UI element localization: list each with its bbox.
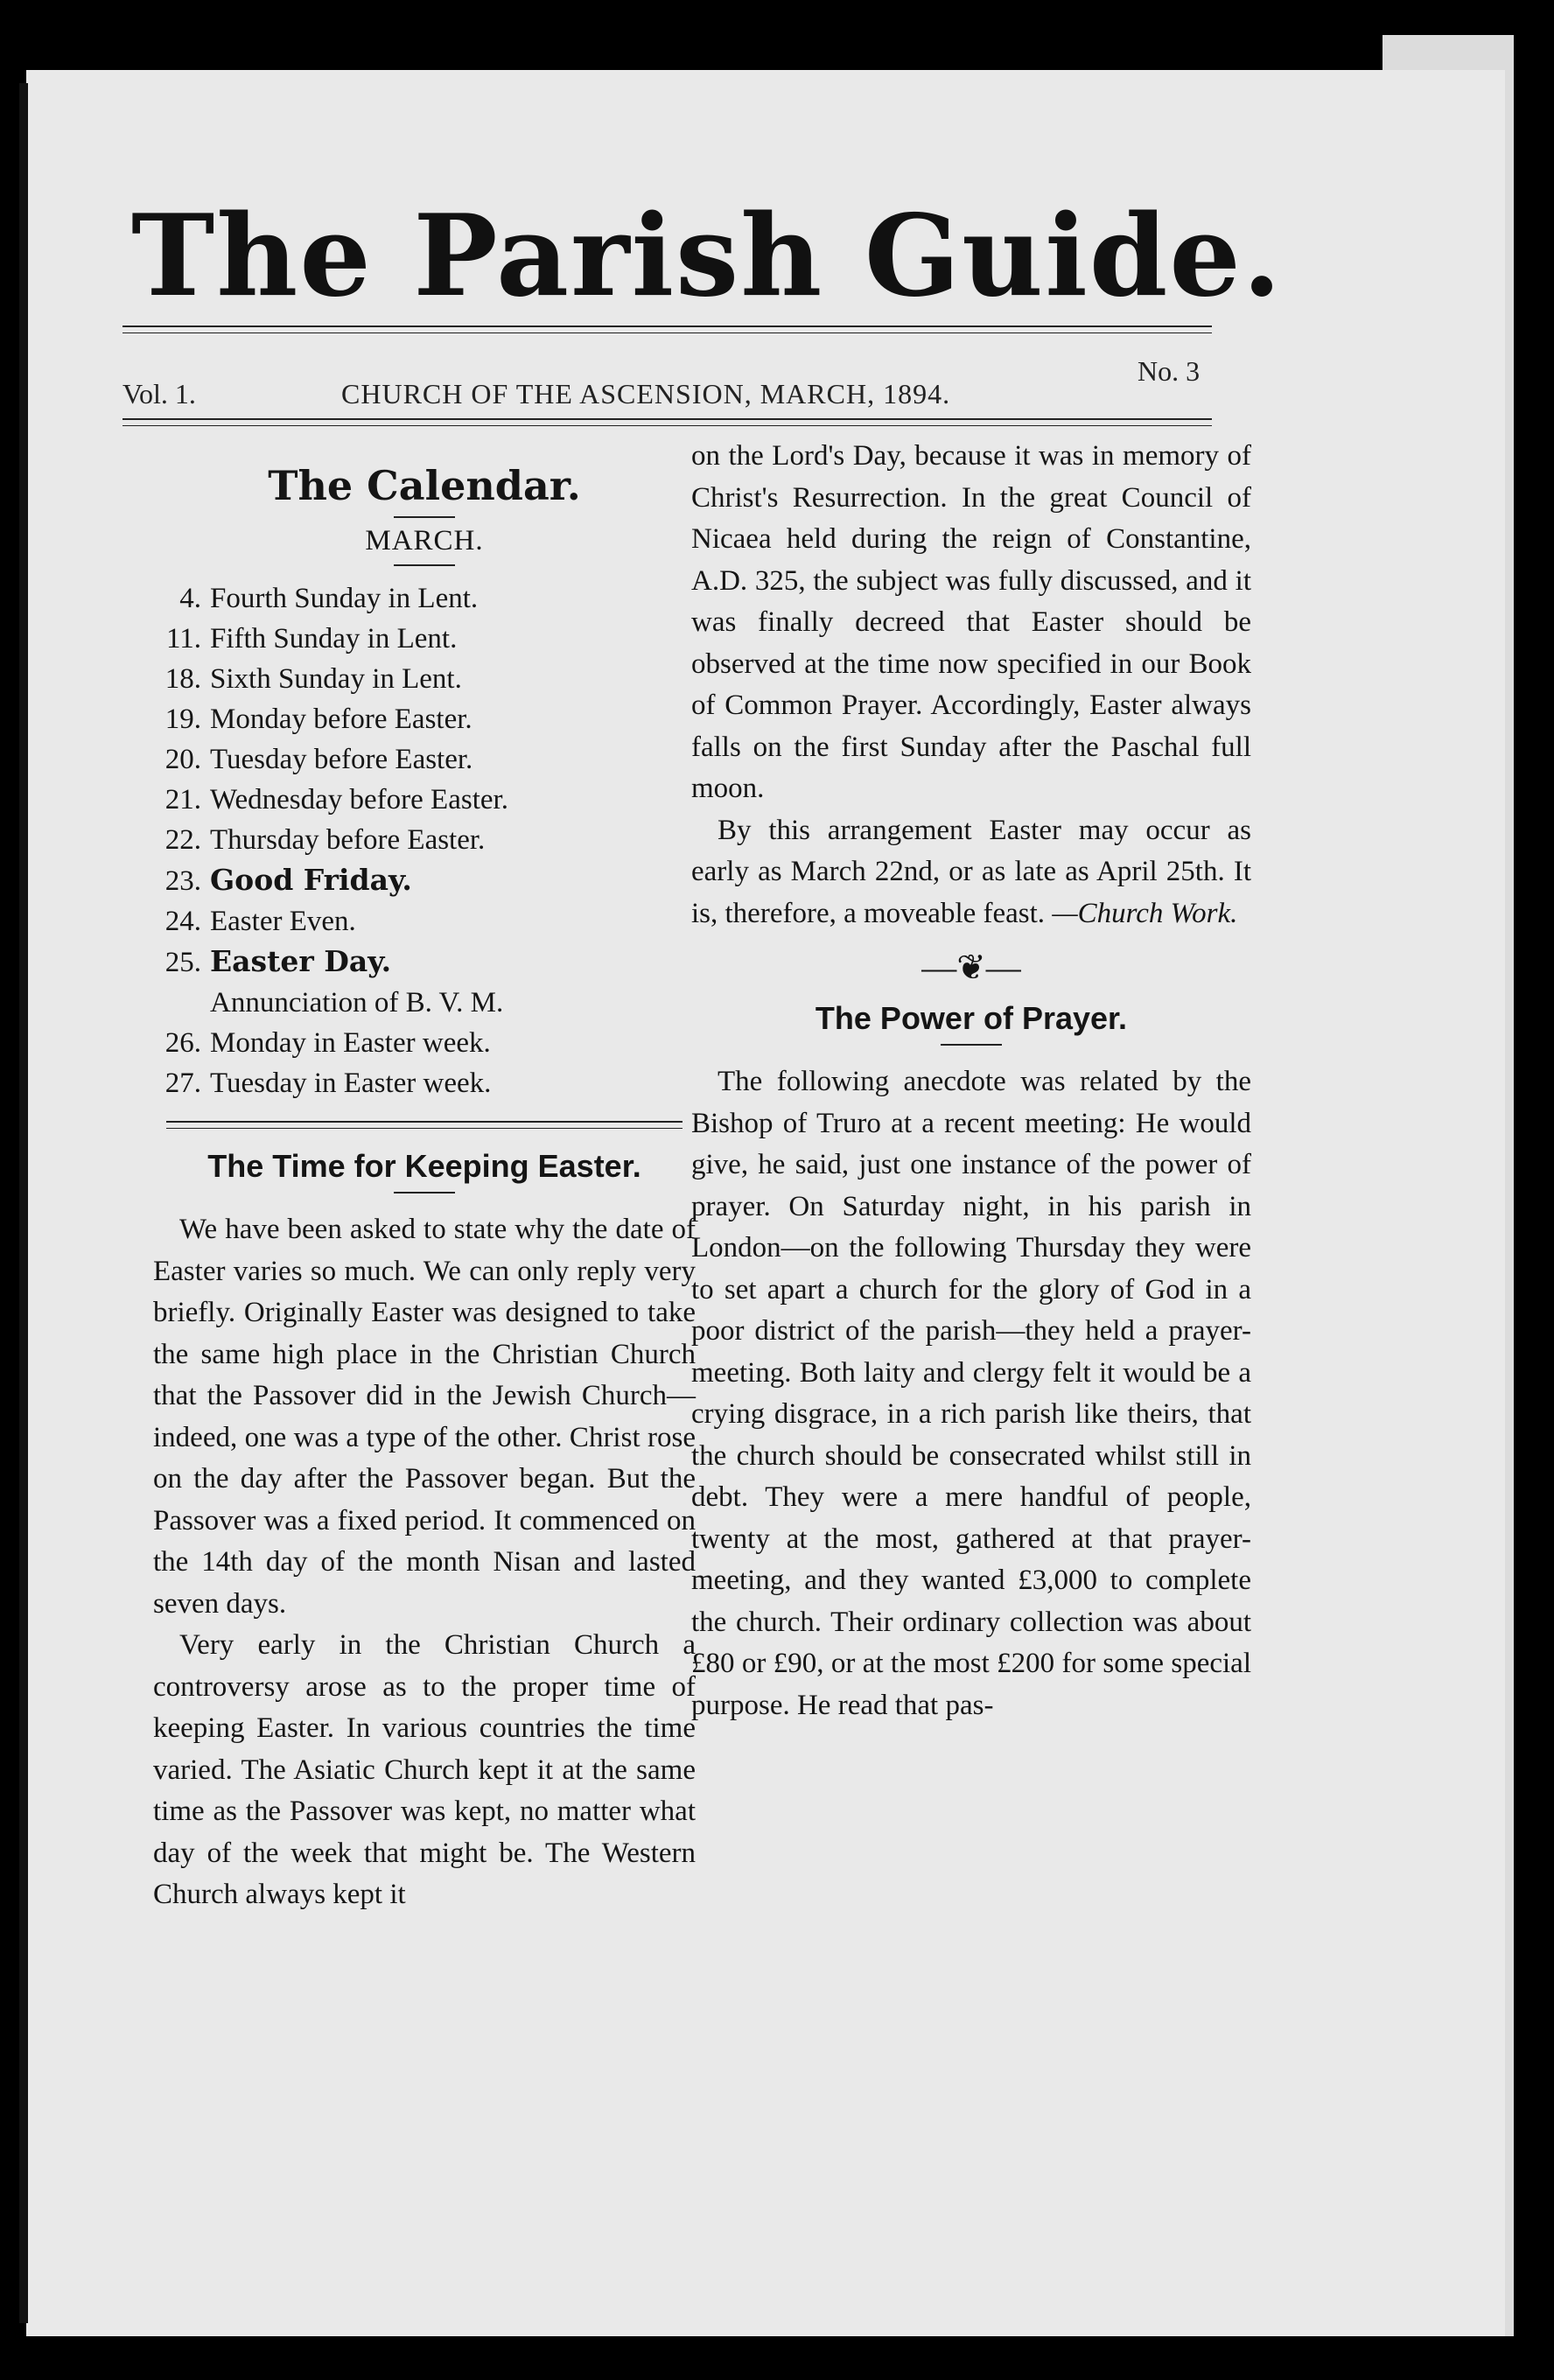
calendar-item: 4. Fourth Sunday in Lent. xyxy=(179,583,479,614)
prayer-article-heading: The Power of Prayer. xyxy=(815,1000,1128,1036)
calendar-heading: The Calendar. xyxy=(268,462,581,509)
calendar-item: 24. Easter Even. xyxy=(164,906,356,937)
easter-paragraph-3: on the Lord's Day, because it was in memory of Christ's Resurrection. In the great Council of Nicaea held during the reign of Constantine, A.D. 325, the subject was fully discussed, and it was finally decreed that Easter should be observed at the time now specified in our Book of Common Prayer. Accordingly, Easter always falls on the first Sunday after the Paschal full moon. xyxy=(691,440,1251,804)
calendar-item: 22. Thursday before Easter. xyxy=(164,824,486,856)
masthead-rule-top xyxy=(122,326,1212,327)
section-ornament: —❦— xyxy=(921,948,1021,987)
calendar-end-rule-2 xyxy=(166,1128,682,1129)
left-column xyxy=(153,462,696,1916)
church-date-line: CHURCH OF THE ASCENSION, MARCH, 1894. xyxy=(341,378,951,410)
prayer-paragraph-1: The following anecdote was related by the Bishop of Truro at a recent meeting: He would give, he said, just one instance of the power of prayer. On Saturday night, in his parish in London—on the following Thursday they were to set apart a church for the glory of God in a poor district of the parish—they held a prayer-meeting. Both laity and clergy felt it would be a crying disgrace, in a rich parish like theirs, that the church should be consecrated whilst still in debt. They were a mere handful of people, twenty at the most, gathered at that prayer-meeting, and they wanted £3,000 to complete the church. Their ordinary collection was about £80 or £90, or at the most £200 for some special purpose. He read that pas- xyxy=(691,1066,1251,1721)
calendar-item: 19. Monday before Easter. xyxy=(164,704,472,735)
issue-number: No. 3 xyxy=(1138,355,1200,387)
easter-attribution: —Church Work. xyxy=(1052,897,1238,929)
easter-heading-divider xyxy=(394,1192,455,1194)
calendar-item: 25. Easter Day. xyxy=(164,944,392,978)
calendar-item: 20. Tuesday before Easter. xyxy=(164,744,473,775)
easter-paragraph-1: We have been asked to state why the date of Easter varies so much. We can only reply very briefly. Originally Easter was designed to take the same high place in the Christian Church that the Passover did in the Jewish Church—indeed, one was a type of the other. Christ rose on the day after the Passover began. But the Passover was a fixed period. It commenced on the 14th day of the month Nisan and lasted seven days. xyxy=(153,1214,696,1620)
calendar-month: MARCH. xyxy=(365,525,484,556)
calendar-end-rule xyxy=(166,1121,682,1123)
calendar-item: 26. Monday in Easter week. xyxy=(164,1027,491,1059)
right-column xyxy=(691,436,1251,1726)
header-rule-bottom xyxy=(122,425,1212,426)
easter-article-heading: The Time for Keeping Easter. xyxy=(207,1148,641,1184)
calendar-month-divider xyxy=(394,564,455,566)
calendar-item: 27. Tuesday in Easter week. xyxy=(164,1068,492,1099)
prayer-heading-divider xyxy=(941,1044,1002,1046)
calendar-item: 21. Wednesday before Easter. xyxy=(164,784,508,816)
calendar-item: 18. Sixth Sunday in Lent. xyxy=(164,663,462,695)
masthead-title: The Parish Guide. xyxy=(131,191,1284,322)
calendar-item: 11. Fifth Sunday in Lent. xyxy=(165,623,458,654)
easter-paragraph-4: By this arrangement Easter may occur as early as March 22nd, or as late as April 25th. It is, therefore, a moveable feast. —Church Work. xyxy=(691,814,1251,929)
binding-edge xyxy=(19,83,28,2323)
calendar-annunciation: Annunciation of B. V. M. xyxy=(210,987,504,1018)
easter-paragraph-2: Very early in the Christian Church a controversy arose as to the proper time of keeping Easter. In various countries the time varied. The Asiatic Church kept it at the same time as the Passover was kept, no matter what day of the week that might be. The Western Church always kept it xyxy=(153,1629,696,1910)
volume-label: Vol. 1. xyxy=(122,378,196,410)
calendar-item: 23. Good Friday. xyxy=(164,863,412,897)
calendar-divider xyxy=(394,516,455,518)
header-rule-top xyxy=(122,418,1212,420)
masthead-rule-bottom xyxy=(122,332,1212,333)
